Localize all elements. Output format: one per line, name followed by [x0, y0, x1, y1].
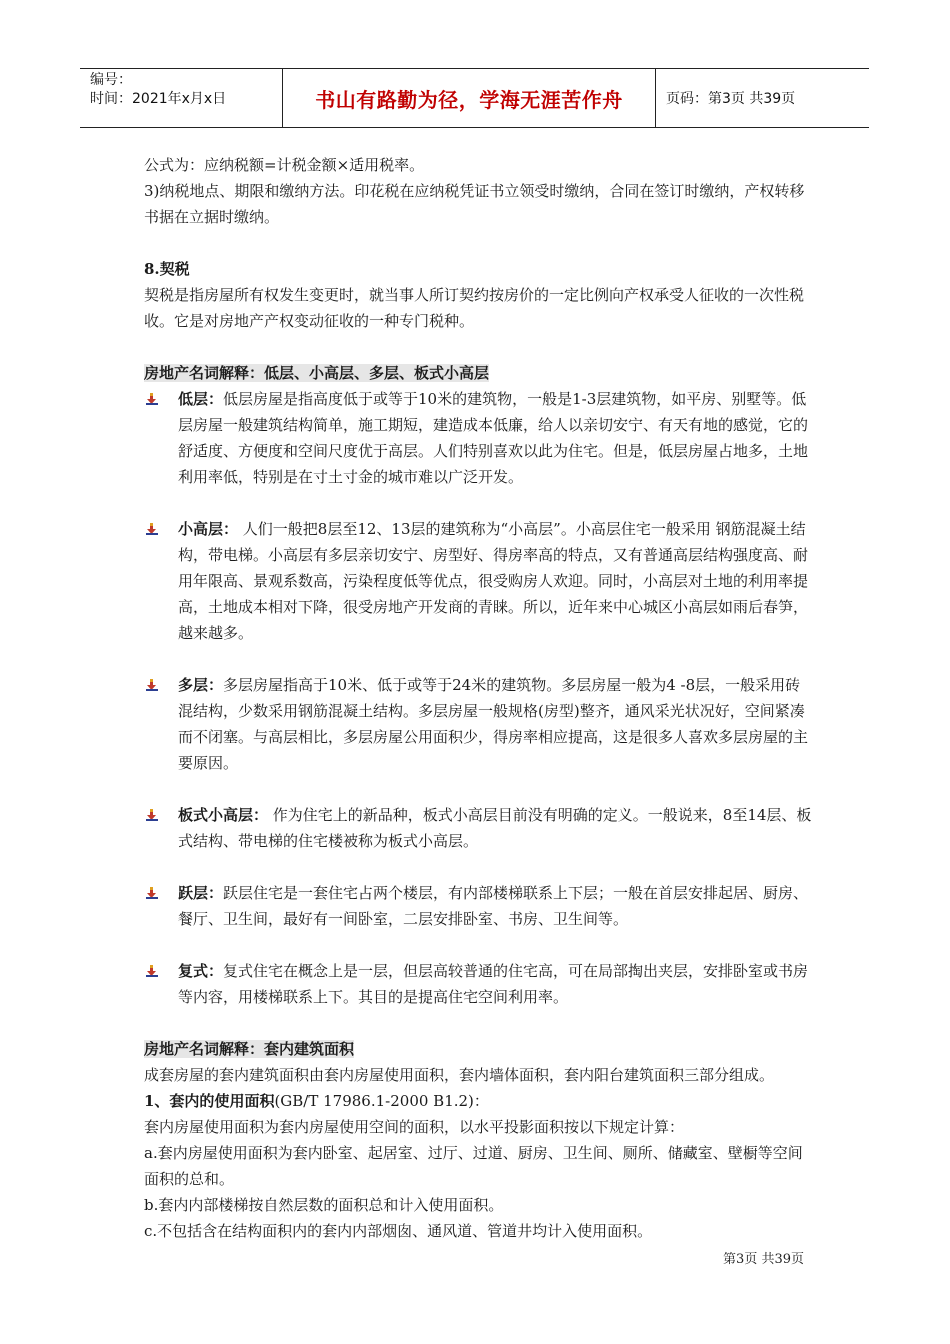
arrow-bullet-icon: [146, 809, 158, 821]
area-intro-text: 成套房屋的套内建筑面积由套内房屋使用面积，套内墙体面积，套内阳台建筑面积三部分组成。: [144, 1066, 775, 1084]
arrow-bullet-icon: [146, 679, 158, 691]
formula-text: 公式为：应纳税额=计税金额×适用税率。: [144, 156, 425, 174]
use-area-heading: [144, 1088, 812, 1114]
terms-heading-floors-text: 房地产名词解释：低层、小高层、多层、板式小高层: [144, 364, 490, 382]
term-description: 低层房屋是指高度低于或等于10米的建筑物，一般是1-3层建筑物，如平房、别墅等。低层房屋一般建筑结构简单，施工期短，建造成本低廉，给人以亲切安宁、有天有地的感觉，它的舒适度、方便度和空间尺度优于高层。人们特别喜欢以此为住宅。但是，低层房屋占地多，土地利用率低，特别是在寸土寸金的城市难以广泛开发。: [178, 390, 809, 486]
term-bullet-item: [144, 672, 812, 776]
document-date-label: 时间：2021年x月x日: [90, 91, 227, 107]
arrow-bullet-icon: [146, 523, 158, 535]
terms-heading-area-text: 房地产名词解释：套内建筑面积: [144, 1040, 355, 1058]
term-description: 人们一般把8层至12、13层的建筑称为“小高层”。小高层住宅一般采用 钢筋混凝土结构，带电梯。小高层有多层亲切安宁、房型好、得房率高的特点，又有普通高层结构强度高、耐用年限高、景观系数高，污染程度低等优点，很受购房人欢迎。同时，小高层对土地的利用率提高，土地成本相对下降，很受房地产开发商的青睐。所以，近年来中心城区小高层如雨后春笋，越来越多。: [178, 520, 809, 642]
term-bullet-item: [144, 880, 812, 932]
term-label: 板式小高层：: [178, 806, 269, 824]
page-footer: 第3页 共39页: [723, 1252, 804, 1267]
header-meta: [80, 69, 282, 127]
deed-tax-heading: 8.契税: [144, 260, 190, 278]
term-bullet-list: [144, 386, 812, 1036]
term-label: 低层：: [178, 390, 224, 408]
arrow-bullet-icon: [146, 393, 158, 405]
rule-a-text: a.套内房屋使用面积为套内卧室、起居室、过厅、过道、厨房、卫生间、厕所、储藏室、壁橱等空间面积的总和。: [144, 1144, 803, 1188]
terms-heading-floors: [144, 360, 812, 386]
terms-heading-area: [144, 1036, 812, 1062]
use-area-rule-text: 套内房屋使用面积为套内房屋使用空间的面积，以水平投影面积按以下规定计算：: [144, 1118, 685, 1136]
arrow-bullet-icon: [146, 965, 158, 977]
term-description: 复式住宅在概念上是一层，但层高较普通的住宅高，可在局部掏出夹层，安排卧室或书房等内容，用楼梯联系上下。其目的是提高住宅空间利用率。: [178, 962, 809, 1006]
arrow-bullet-icon: [146, 887, 158, 899]
use-area-reference: (GB/T 17986.1-2000 B1.2)：: [274, 1092, 489, 1110]
term-label: 跃层：: [178, 884, 224, 902]
term-description: 多层房屋指高于10米、低于或等于24米的建筑物。多层房屋一般为4 -8层，一般采用砖混结构，少数采用钢筋混凝土结构。多层房屋一般规格(房型)整齐，通风采光状况好，空间紧凑而不闭塞。与高层相比，多层房屋公用面积少，得房率相应提高，这是很多人喜欢多层房屋的主要原因。: [178, 676, 809, 772]
page-header: [80, 68, 869, 128]
term-label: 复式：: [178, 962, 224, 980]
term-bullet-item: [144, 386, 812, 490]
term-label: 多层：: [178, 676, 224, 694]
term-label: 小高层：: [178, 520, 239, 538]
rule-b-text: b.套内内部楼梯按自然层数的面积总和计入使用面积。: [144, 1196, 504, 1214]
term-description: 跃层住宅是一套住宅占两个楼层，有内部楼梯联系上下层；一般在首层安排起居、厨房、餐厅、卫生间，最好有一间卧室，二层安排卧室、书房、卫生间等。: [178, 884, 809, 928]
tax-place-text: 3)纳税地点、期限和缴纳方法。印花税在应纳税凭证书立领受时缴纳，合同在签订时缴纳，产权转移书据在立据时缴纳。: [144, 182, 805, 226]
header-motto: 书山有路勤为径，学海无涯苦作舟: [282, 69, 656, 127]
rule-c-text: c.不包括含在结构面积内的套内内部烟囱、通风道、管道井均计入使用面积。: [144, 1222, 653, 1240]
term-bullet-item: [144, 802, 812, 854]
term-description: 作为住宅上的新品种，板式小高层目前没有明确的定义。一般说来，8至14层、板式结构、带电梯的住宅楼被称为板式小高层。: [178, 806, 812, 850]
header-page-number: 页码：第3页 共39页: [666, 91, 796, 107]
use-area-title: 1、套内的使用面积: [144, 1092, 275, 1110]
document-number-label: 编号：: [90, 72, 132, 88]
term-bullet-item: [144, 516, 812, 646]
term-bullet-item: [144, 958, 812, 1010]
document-body: [144, 152, 812, 1244]
deed-tax-text: 契税是指房屋所有权发生变更时，就当事人所订契约按房价的一定比例向产权承受人征收的一次性税收。它是对房地产产权变动征收的一种专门税种。: [144, 286, 805, 330]
